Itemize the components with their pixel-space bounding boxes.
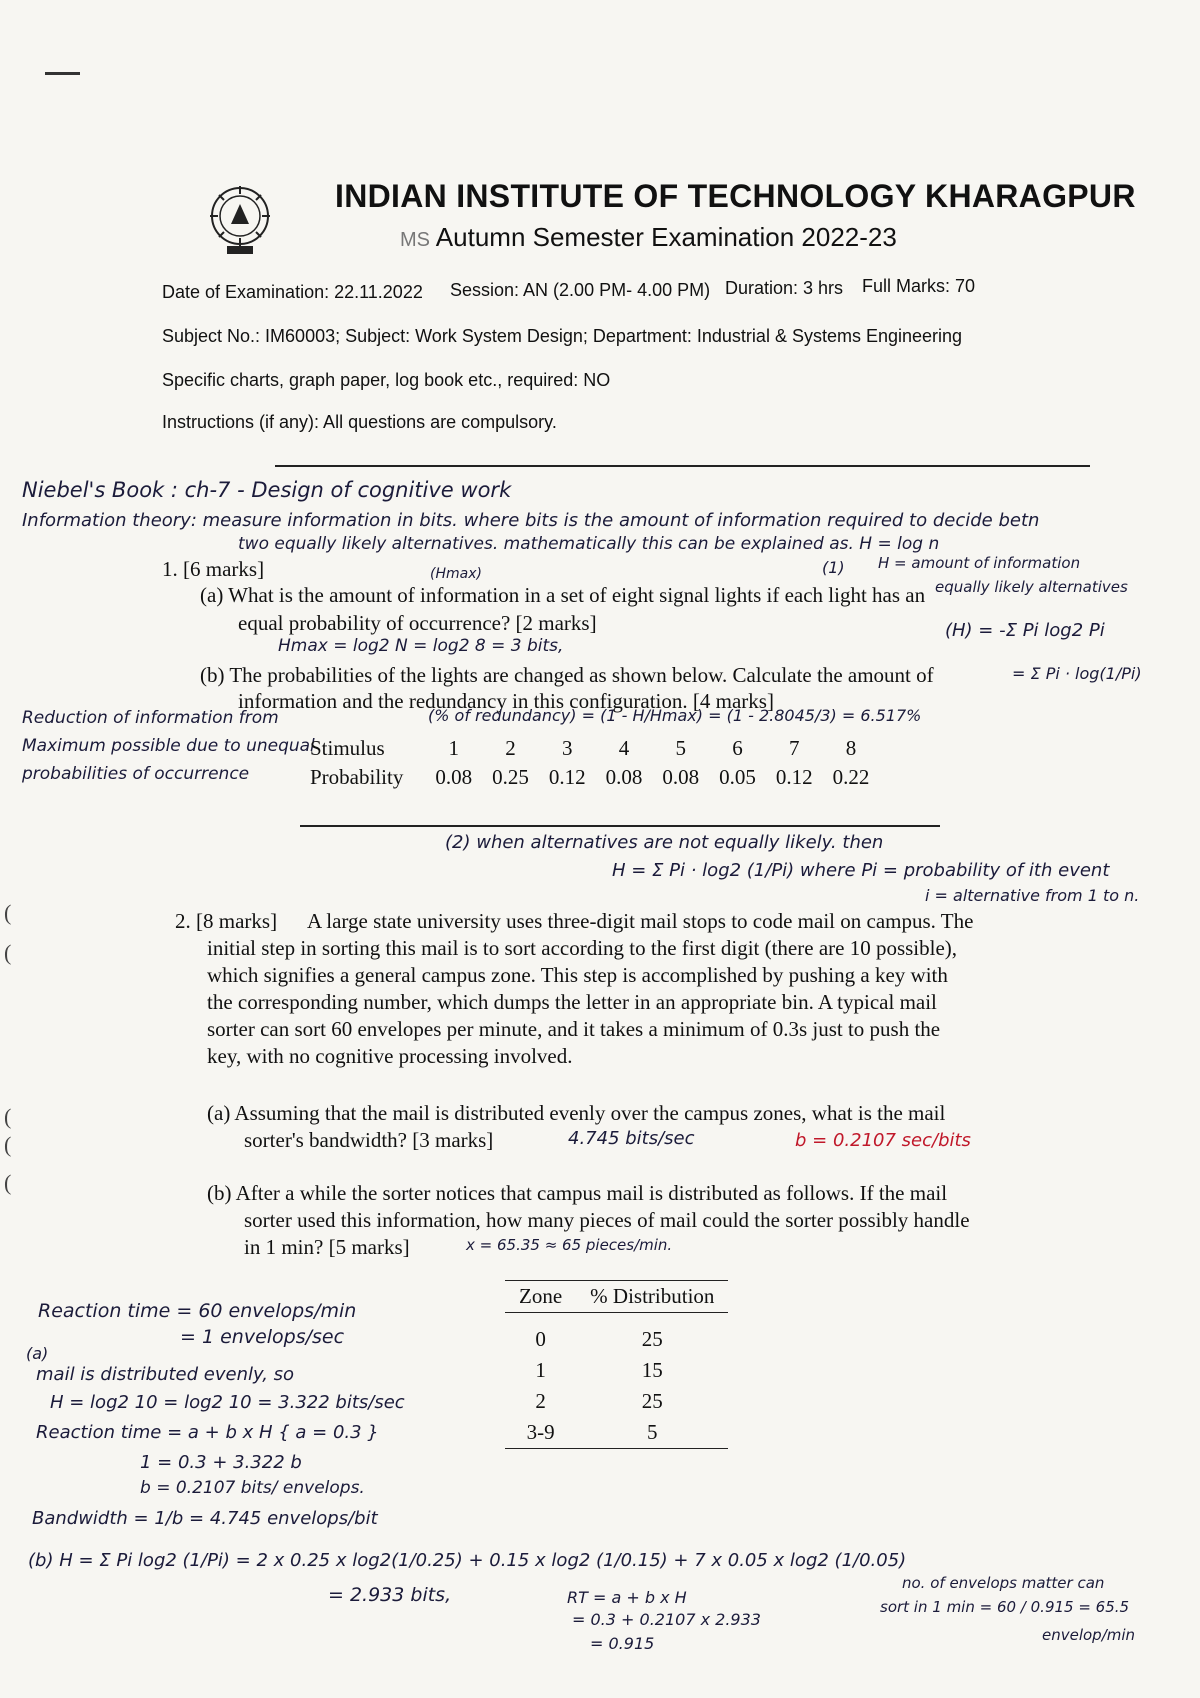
stimulus-cell: 8 <box>845 736 857 760</box>
distribution-cell: 25 <box>641 1327 663 1351</box>
stimulus-label: Stimulus <box>310 736 385 760</box>
note-pieces-answer: x = 65.35 ≈ 65 pieces/min. <box>466 1236 673 1254</box>
distribution-header: % Distribution <box>576 1281 728 1313</box>
table-row <box>300 734 879 763</box>
note-evenly: mail is distributed evenly, so <box>36 1364 295 1385</box>
note-part-b-formula: (b) H = Σ Pi log2 (1/Pi) = 2 x 0.25 x log2(1/0.25) + 0.15 x log2 (1/0.15) + 7 x 0.05 x log2 (1/0.05) <box>28 1550 907 1571</box>
note-unequal-formula: H = Σ Pi · log2 (1/Pi) where Pi = probability of ith event <box>612 860 1110 881</box>
institute-title: INDIAN INSTITUTE OF TECHNOLOGY KHARAGPUR <box>335 178 1136 214</box>
q2a-text: (a) Assuming that the mail is distributed evenly over the campus zones, what is the mail <box>207 1101 946 1125</box>
distribution-cell: 5 <box>576 1417 728 1449</box>
q2a-text-2: sorter's bandwidth? [3 marks] <box>244 1128 494 1152</box>
note-entropy-alt: = Σ Pi · log(1/Pi) <box>1012 664 1142 683</box>
note-bandwidth-answer: 4.745 bits/sec <box>568 1128 695 1149</box>
zone-cell: 1 <box>535 1358 546 1382</box>
note-reduction-1: Reduction of information from <box>22 708 279 728</box>
probability-cell: 0.08 <box>662 765 700 789</box>
margin-mark: ( <box>4 1170 12 1195</box>
note-part-b-rt-3: = 0.915 <box>590 1634 655 1653</box>
margin-mark: ( <box>4 900 12 925</box>
table-header-row <box>505 1281 728 1313</box>
header-divider <box>275 465 1090 467</box>
stimulus-cell: 1 <box>448 736 459 760</box>
q2b-text-3: in 1 min? [5 marks] <box>244 1235 410 1259</box>
probability-cell: 0.25 <box>492 765 529 789</box>
iit-logo-icon <box>205 180 275 260</box>
note-bandwidth-calc: Bandwidth = 1/b = 4.745 envelops/bit <box>32 1508 378 1529</box>
q1a-text: (a) What is the amount of information in a set of eight signal lights if each light has an <box>200 583 926 607</box>
note-part-b-h: = 2.933 bits, <box>328 1584 452 1606</box>
q2b-text: (b) After a while the sorter notices that campus mail is distributed as follows. If the mail <box>207 1181 948 1205</box>
probability-label: Probability <box>310 765 404 789</box>
note-part-b-rt: RT = a + b x H <box>567 1588 687 1607</box>
note-envelope-count-2: sort in 1 min = 60 / 0.915 = 65.5 <box>880 1598 1130 1616</box>
scan-mark <box>45 72 80 75</box>
stimulus-cell: 4 <box>618 736 630 760</box>
q1-heading: 1. [6 marks] <box>162 557 265 581</box>
subject-line: Subject No.: IM60003; Subject: Work System Design; Department: Industrial & Systems Engineering <box>162 326 963 346</box>
exam-session: Session: AN (2.00 PM- 4.00 PM) <box>450 280 711 300</box>
q2-zone-table-wrap <box>505 1280 728 1449</box>
charts-line: Specific charts, graph paper, log book etc., required: NO <box>162 370 611 390</box>
table-row <box>505 1386 728 1417</box>
q2-text-3: which signifies a general campus zone. This step is accomplished by pushing a key with <box>207 963 948 987</box>
q2-text-2: initial step in sorting this mail is to sort according to the first digit (there are 10 possible), <box>207 936 958 960</box>
q2-zone-table <box>505 1280 728 1449</box>
note-reduction-3: probabilities of occurrence <box>22 764 250 784</box>
q2-text-4: the corresponding number, which dumps the letter in an appropriate bin. A typical mail <box>207 990 937 1014</box>
stimulus-cell: 6 <box>732 736 743 760</box>
zone-header: Zone <box>505 1281 576 1313</box>
probability-cell: 0.22 <box>832 765 870 789</box>
exam-date: Date of Examination: 22.11.2022 <box>162 282 423 302</box>
table-row <box>505 1417 728 1449</box>
q1-divider <box>300 825 940 827</box>
note-alternative-range: i = alternative from 1 to n. <box>925 886 1140 905</box>
probability-cell: 0.12 <box>548 765 586 789</box>
stimulus-cell: 5 <box>675 736 686 760</box>
exam-full-marks: Full Marks: 70 <box>862 276 976 296</box>
note-equally-likely: equally likely alternatives <box>935 578 1128 596</box>
note-rt-formula: Reaction time = a + b x H { a = 0.3 } <box>36 1422 379 1443</box>
q2-text-5: sorter can sort 60 envelopes per minute, and it takes a minimum of 0.3s just to push the <box>207 1017 941 1041</box>
note-b-calc: b = 0.2107 bits/ envelops. <box>140 1478 365 1498</box>
note-envelope-count-3: envelop/min <box>1042 1626 1136 1644</box>
note-two-alternatives: two equally likely alternatives. mathematically this can be explained as. H = log n <box>238 534 940 554</box>
table-row <box>505 1313 728 1356</box>
exam-name: Autumn Semester Examination 2022-23 <box>435 222 897 252</box>
note-envelope-count: no. of envelops matter can <box>902 1574 1105 1592</box>
note-info-theory: Information theory: measure information in bits. where bits is the amount of information required to decide betn <box>22 510 1040 531</box>
zone-cell: 2 <box>535 1389 546 1413</box>
note-redundancy: (% of redundancy) = (1 - H/Hmax) = (1 - 2.8045/3) = 6.517% <box>428 706 922 725</box>
note-circle-one: (1) <box>822 558 845 577</box>
q2b-text-2: sorter used this information, how many pieces of mail could the sorter possibly handle <box>244 1208 970 1232</box>
table-row <box>300 763 879 792</box>
note-hmax-label: (Hmax) <box>430 566 482 582</box>
distribution-cell: 25 <box>641 1389 663 1413</box>
q1a-text-2: equal probability of occurrence? [2 marks] <box>238 611 597 635</box>
note-entropy-formula: (H) = -Σ Pi log2 Pi <box>945 620 1105 641</box>
probability-cell: 0.12 <box>775 765 813 789</box>
q1b-text-2: information and the redundancy in this configuration. [4 marks] <box>238 689 774 713</box>
note-hmax-calc: Hmax = log2 N = log2 8 = 3 bits, <box>278 636 564 656</box>
margin-mark: ( <box>4 1104 12 1129</box>
note-part-a: (a) <box>26 1344 49 1363</box>
stimulus-cell: 7 <box>788 736 800 760</box>
q1-probability-table <box>300 734 879 792</box>
exam-prefix: MS <box>400 229 430 251</box>
note-rt-sub: 1 = 0.3 + 3.322 b <box>140 1452 302 1473</box>
note-h-calc: H = log2 10 = log2 10 = 3.322 bits/sec <box>50 1392 405 1413</box>
q2-heading: 2. [8 marks] <box>175 909 278 933</box>
note-reduction-2: Maximum possible due to unequal <box>22 736 315 756</box>
note-reaction-time: Reaction time = 60 envelops/min <box>38 1300 357 1322</box>
note-not-equally-likely: (2) when alternatives are not equally likely. then <box>445 832 884 853</box>
margin-mark: ( <box>4 940 12 965</box>
probability-cell: 0.08 <box>435 765 473 789</box>
note-book-ref: Niebel's Book : ch-7 - Design of cognitive work <box>22 478 512 502</box>
exam-duration: Duration: 3 hrs <box>725 278 844 298</box>
distribution-cell: 15 <box>641 1358 663 1382</box>
probability-cell: 0.05 <box>719 765 756 789</box>
stimulus-cell: 3 <box>561 736 573 760</box>
zone-cell: 3-9 <box>505 1417 576 1449</box>
note-part-b-rt-2: = 0.3 + 0.2107 x 2.933 <box>572 1610 761 1629</box>
instructions-line: Instructions (if any): All questions are compulsory. <box>162 412 557 432</box>
q2-text-1: A large state university uses three-digit mail stops to code mail on campus. The <box>307 909 974 933</box>
note-h-amount: H = amount of information <box>878 554 1081 572</box>
table-row <box>505 1355 728 1386</box>
probability-cell: 0.08 <box>605 765 643 789</box>
note-b-value-red: b = 0.2107 sec/bits <box>795 1130 971 1151</box>
exam-title <box>400 222 897 253</box>
zone-cell: 0 <box>535 1327 546 1351</box>
q1-probability-table-wrap <box>300 734 879 792</box>
stimulus-cell: 2 <box>505 736 516 760</box>
q1b-text: (b) The probabilities of the lights are changed as shown below. Calculate the amount of <box>200 663 934 687</box>
note-reaction-time-2: = 1 envelops/sec <box>180 1326 345 1348</box>
q2-text-6: key, with no cognitive processing involved. <box>207 1044 573 1068</box>
margin-mark: ( <box>4 1132 12 1157</box>
